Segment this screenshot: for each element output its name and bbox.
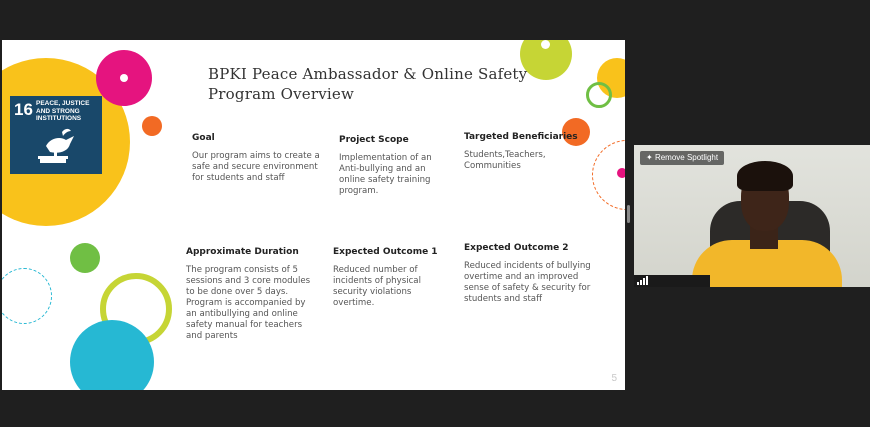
decor-ring-green <box>586 82 612 108</box>
sdg-number: 16 <box>14 100 33 119</box>
sdg-16-badge <box>10 96 102 174</box>
duration-heading: Approximate Duration <box>186 247 299 257</box>
duration-section <box>186 247 314 342</box>
remove-spotlight-button[interactable] <box>640 151 724 165</box>
sdg-label: PEACE, JUSTICE AND STRONG INSTITUTIONS <box>36 100 90 122</box>
outcome2-heading: Expected Outcome 2 <box>464 243 569 253</box>
scope-body: Implementation of an Anti-bullying and an online safety training program. <box>339 153 432 196</box>
panel-resize-handle[interactable] <box>627 205 630 223</box>
outcome2-body: Reduced incidents of bullying overtime and an improved sense of safety & security for students and staff <box>464 261 591 304</box>
slide-page-number: 5 <box>611 373 617 384</box>
decor-ring-dashed-left <box>2 268 52 324</box>
spotlight-icon: ✦ <box>646 153 655 162</box>
beneficiaries-body: Students,Teachers, Communities <box>464 150 546 171</box>
outcome1-body: Reduced number of incidents of physical security violations overtime. <box>333 265 421 308</box>
slide-title <box>208 64 568 104</box>
video-person-hair <box>737 161 793 191</box>
video-name-bar <box>634 275 710 287</box>
outcome2-section <box>464 243 592 305</box>
goal-heading: Goal <box>192 133 215 143</box>
decor-dot-white <box>120 74 128 82</box>
scope-heading: Project Scope <box>339 135 409 145</box>
decor-circle-green <box>70 243 100 273</box>
duration-body: The program consists of 5 sessions and 3 core modules to be done over 5 days. Program is accompanied by an antibullying and online safety manual for teachers and parents <box>186 265 311 341</box>
remove-spotlight-label: Remove Spotlight <box>654 153 719 162</box>
presentation-slide <box>2 40 625 390</box>
decor-circle-orange-small <box>142 116 162 136</box>
beneficiaries-heading: Targeted Beneficiaries <box>464 132 578 142</box>
beneficiaries-section <box>464 132 579 172</box>
decor-dot-white-2 <box>541 40 550 49</box>
decor-dot-magenta-right <box>617 168 625 178</box>
slide-title-line1: BPKI Peace Ambassador & Online Safety <box>208 65 528 83</box>
outcome1-heading: Expected Outcome 1 <box>333 247 438 257</box>
participant-video-tile[interactable] <box>634 145 870 287</box>
outcome1-section <box>333 247 445 309</box>
goal-body: Our program aims to create a safe and secure environment for students and staff <box>192 151 320 183</box>
slide-title-line2: Program Overview <box>208 85 355 103</box>
dove-gavel-icon <box>32 126 82 168</box>
scope-section <box>339 135 444 197</box>
goal-section <box>192 133 322 184</box>
